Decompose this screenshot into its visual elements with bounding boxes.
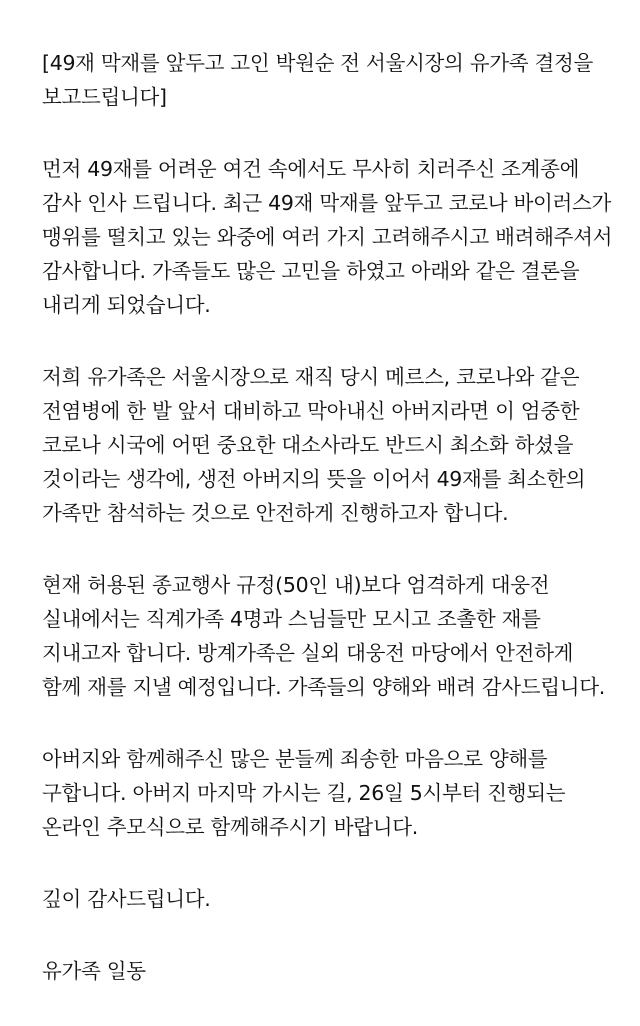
paragraph-closing-thanks	[42, 882, 622, 916]
paragraph-line: 맹위를 떨치고 있는 와중에 여러 가지 고려해주시고 배려해주셔서	[42, 225, 613, 249]
paragraph-line: 온라인 추모식으로 함께해주시기 바랍니다.	[42, 815, 418, 839]
paragraph-line: 감사 인사 드립니다. 최근 49재 막재를 앞두고 코로나 바이러스가	[42, 191, 612, 215]
paragraph-line: 가족만 참석하는 것으로 안전하게 진행하고자 합니다.	[42, 501, 509, 525]
paragraph-line: 먼저 49재를 어려운 여건 속에서도 무사히 치러주신 조계종에	[42, 157, 580, 181]
paragraph-line: 것이라는 생각에, 생전 아버지의 뜻을 이어서 49재를 최소한의	[42, 467, 586, 491]
paragraph-line: 실내에서는 직계가족 4명과 스님들만 모시고 조촐한 재를	[42, 607, 541, 631]
paragraph-online-memorial	[42, 742, 622, 844]
paragraph-line: 감사합니다. 가족들도 많은 고민을 하였고 아래와 같은 결론을	[42, 259, 580, 283]
paragraph-line: 내리게 되었습니다.	[42, 293, 211, 317]
paragraph-line: 함께 재를 지낼 예정입니다. 가족들의 양해와 배려 감사드립니다.	[42, 675, 606, 699]
signature	[42, 954, 622, 988]
paragraph-line: 현재 허용된 종교행사 규정(50인 내)보다 엄격하게 대웅전	[42, 573, 550, 597]
title-line: [49재 막재를 앞두고 고인 박원순 전 서울시장의 유가족 결정을	[42, 51, 593, 75]
paragraph-ceremony-details	[42, 568, 622, 704]
paragraph-line: 아버지와 함께해주신 많은 분들께 죄송한 마음으로 양해를	[42, 747, 548, 771]
statement-document	[42, 46, 622, 1026]
paragraph-family-decision	[42, 360, 622, 530]
paragraph-line: 전염병에 한 발 앞서 대비하고 막아내신 아버지라면 이 엄중한	[42, 399, 580, 423]
signature-line: 유가족 일동	[42, 959, 146, 983]
paragraph-line: 깊이 감사드립니다.	[42, 887, 211, 911]
paragraph-line: 저희 유가족은 서울시장으로 재직 당시 메르스, 코로나와 같은	[42, 365, 580, 389]
paragraph-line: 코로나 시국에 어떤 중요한 대소사라도 반드시 최소화 하셨을	[42, 433, 574, 457]
statement-title	[42, 46, 622, 114]
paragraph-line: 지내고자 합니다. 방계가족은 실외 대웅전 마당에서 안전하게	[42, 641, 574, 665]
paragraph-thanks-jogye-order	[42, 152, 622, 322]
paragraph-line: 구합니다. 아버지 마지막 가시는 길, 26일 5시부터 진행되는	[42, 781, 566, 805]
title-line: 보고드립니다]	[42, 85, 167, 109]
